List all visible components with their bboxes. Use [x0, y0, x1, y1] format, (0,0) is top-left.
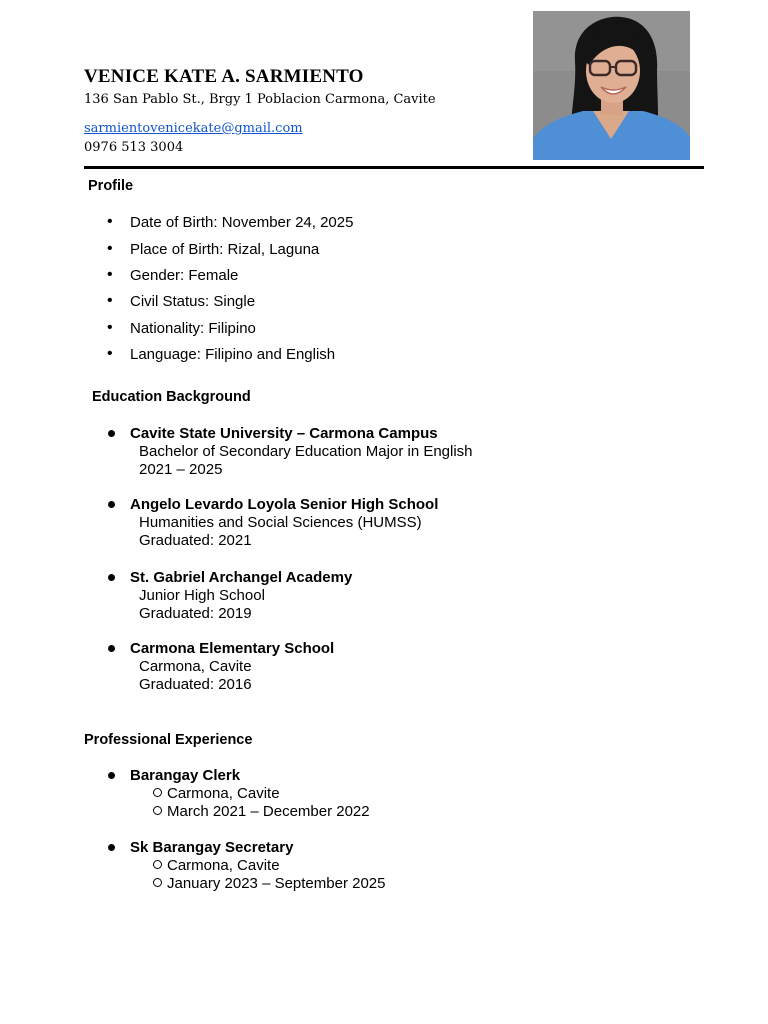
email-link[interactable]: sarmientovenicekate@gmail.com [84, 121, 303, 136]
bullet-icon [108, 574, 115, 581]
bullet-icon [108, 645, 115, 652]
school-name: Cavite State University – Carmona Campus [130, 425, 438, 442]
education-entry [130, 425, 473, 479]
year: Graduated: 2019 [139, 605, 252, 622]
school-name: St. Gabriel Archangel Academy [130, 569, 353, 586]
circle-bullet-icon [153, 806, 162, 815]
bullet-icon [108, 844, 115, 851]
detail-line [130, 803, 370, 821]
experience-entry [130, 839, 386, 893]
year: Graduated: 2021 [139, 532, 252, 549]
bullet-icon [108, 501, 115, 508]
detail-line [130, 875, 386, 893]
education-entry [130, 496, 438, 550]
list-item: • Place of Birth: Rizal, Laguna [130, 241, 319, 258]
circle-bullet-icon [153, 860, 162, 869]
list-item: • Language: Filipino and English [130, 346, 335, 363]
detail-text: Carmona, Cavite [167, 785, 280, 802]
position-title: Barangay Clerk [130, 767, 241, 784]
detail-line [130, 857, 386, 875]
program: Bachelor of Secondary Education Major in English [139, 443, 473, 460]
education-entry [130, 640, 334, 694]
detail-text: January 2023 – September 2025 [167, 875, 386, 892]
detail-line [130, 785, 370, 803]
list-item: • Gender: Female [130, 267, 238, 284]
list-item: • Civil Status: Single [130, 293, 255, 310]
detail-text: Carmona, Cavite [167, 857, 280, 874]
experience-heading: Professional Experience [84, 732, 253, 748]
bullet-icon [108, 772, 115, 779]
school-name: Angelo Levardo Loyola Senior High School [130, 496, 439, 513]
position-title: Sk Barangay Secretary [130, 839, 294, 856]
education-heading: Education Background [92, 389, 251, 405]
phone-number: 0976 513 3004 [84, 140, 184, 155]
year: 2021 – 2025 [139, 461, 223, 478]
applicant-name: VENICE KATE A. SARMIENTO [84, 66, 364, 87]
circle-bullet-icon [153, 878, 162, 887]
profile-heading: Profile [88, 178, 134, 194]
bullet-icon [108, 430, 115, 437]
list-item: • Date of Birth: November 24, 2025 [130, 214, 353, 231]
year: Graduated: 2016 [139, 676, 252, 693]
profile-photo [533, 11, 690, 160]
detail-text: March 2021 – December 2022 [167, 803, 370, 820]
program: Junior High School [139, 587, 265, 604]
experience-entry [130, 767, 370, 821]
applicant-address: 136 San Pablo St., Brgy 1 Poblacion Carmona, Cavite [84, 92, 436, 107]
list-item: • Nationality: Filipino [130, 320, 256, 337]
header-divider [84, 166, 704, 169]
education-entry [130, 569, 352, 623]
circle-bullet-icon [153, 788, 162, 797]
program: Humanities and Social Sciences (HUMSS) [139, 514, 422, 531]
program: Carmona, Cavite [139, 658, 252, 675]
school-name: Carmona Elementary School [130, 640, 335, 657]
